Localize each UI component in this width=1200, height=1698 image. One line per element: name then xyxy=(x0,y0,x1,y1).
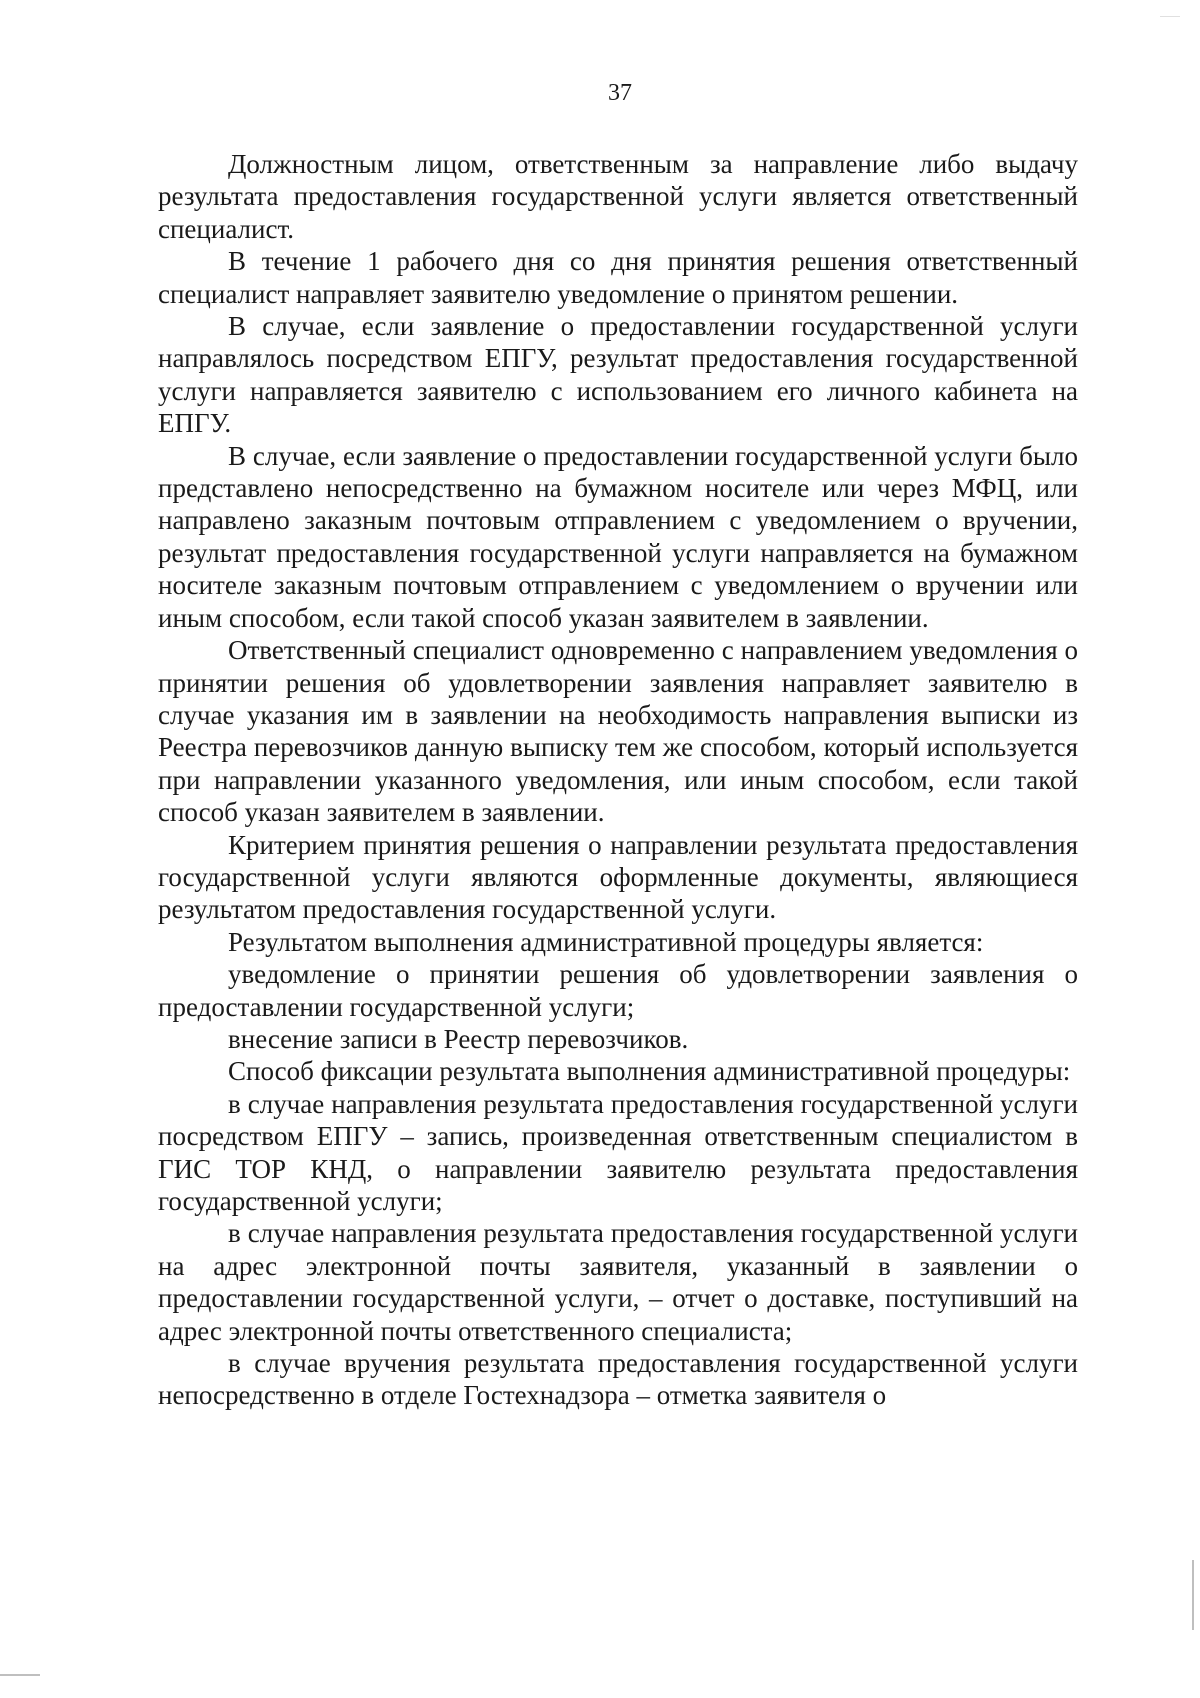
page-number: 37 xyxy=(608,80,632,106)
scan-edge-mark xyxy=(1160,16,1180,17)
paragraph: В случае, если заявление о предоставлении государственной услуги направлялось посредством ЕПГУ, результат предоставления государственной услуги направляется заявителю с использованием его личного кабинета на ЕПГУ. xyxy=(158,311,1078,439)
paragraph: Должностным лицом, ответственным за направление либо выдачу результата предоставления государственной услуги является ответственный специалист. xyxy=(158,149,1078,244)
paragraph: уведомление о принятии решения об удовлетворении заявления о предоставлении государственной услуги; xyxy=(158,959,1078,1022)
paragraph: Результатом выполнения административной процедуры является: xyxy=(228,926,984,957)
paragraph: Ответственный специалист одновременно с направлением уведомления о принятии решения об удовлетворении заявления направляет заявителю в случае указания им в заявлении на необходимость направления выписки из Реестра перевозчиков данную выписку тем же способом, который используется при направлении указанного уведомления, или иным способом, если такой способ указан заявителем в заявлении. xyxy=(158,635,1078,828)
paragraph: в случае вручения результата предоставления государственной услуги непосредственно в отделе Гостехнадзора – отметка заявителя о xyxy=(158,1348,1078,1411)
paragraph: В течение 1 рабочего дня со дня принятия решения ответственный специалист направляет заявителю уведомление о принятом решении. xyxy=(158,246,1078,309)
scan-edge-mark xyxy=(0,1674,40,1676)
paragraph: Критерием принятия решения о направлении результата предоставления государственной услуги являются оформленные документы, являющиеся результатом предоставления государственной услуги. xyxy=(158,829,1078,925)
paragraph: В случае, если заявление о предоставлении государственной услуги было представлено непосредственно на бумажном носителе или через МФЦ, или направлено заказным почтовым отправлением с уведомлением о вручении, результат предоставления государственной услуги направляется на бумажном носителе заказным почтовым отправлением с уведомлением о вручении или иным способом, если такой способ указан заявителем в заявлении. xyxy=(158,440,1078,633)
scan-edge-mark xyxy=(1192,1560,1194,1630)
paragraph: внесение записи в Реестр перевозчиков. xyxy=(228,1023,689,1054)
paragraph: в случае направления результата предоставления государственной услуги посредством ЕПГУ – запись, произведенная ответственным специалистом в ГИС ТОР КНД, о направлении заявителю результата предоставления государственной услуги; xyxy=(158,1088,1078,1216)
paragraph: Способ фиксации результата выполнения административной процедуры: xyxy=(228,1056,1071,1087)
paragraph: в случае направления результата предоставления государственной услуги на адрес электронной почты заявителя, указанный в заявлении о предоставлении государственной услуги, – отчет о доставке, поступивший на адрес электронной почты ответственного специалиста; xyxy=(158,1218,1078,1346)
document-body xyxy=(158,148,1078,1412)
